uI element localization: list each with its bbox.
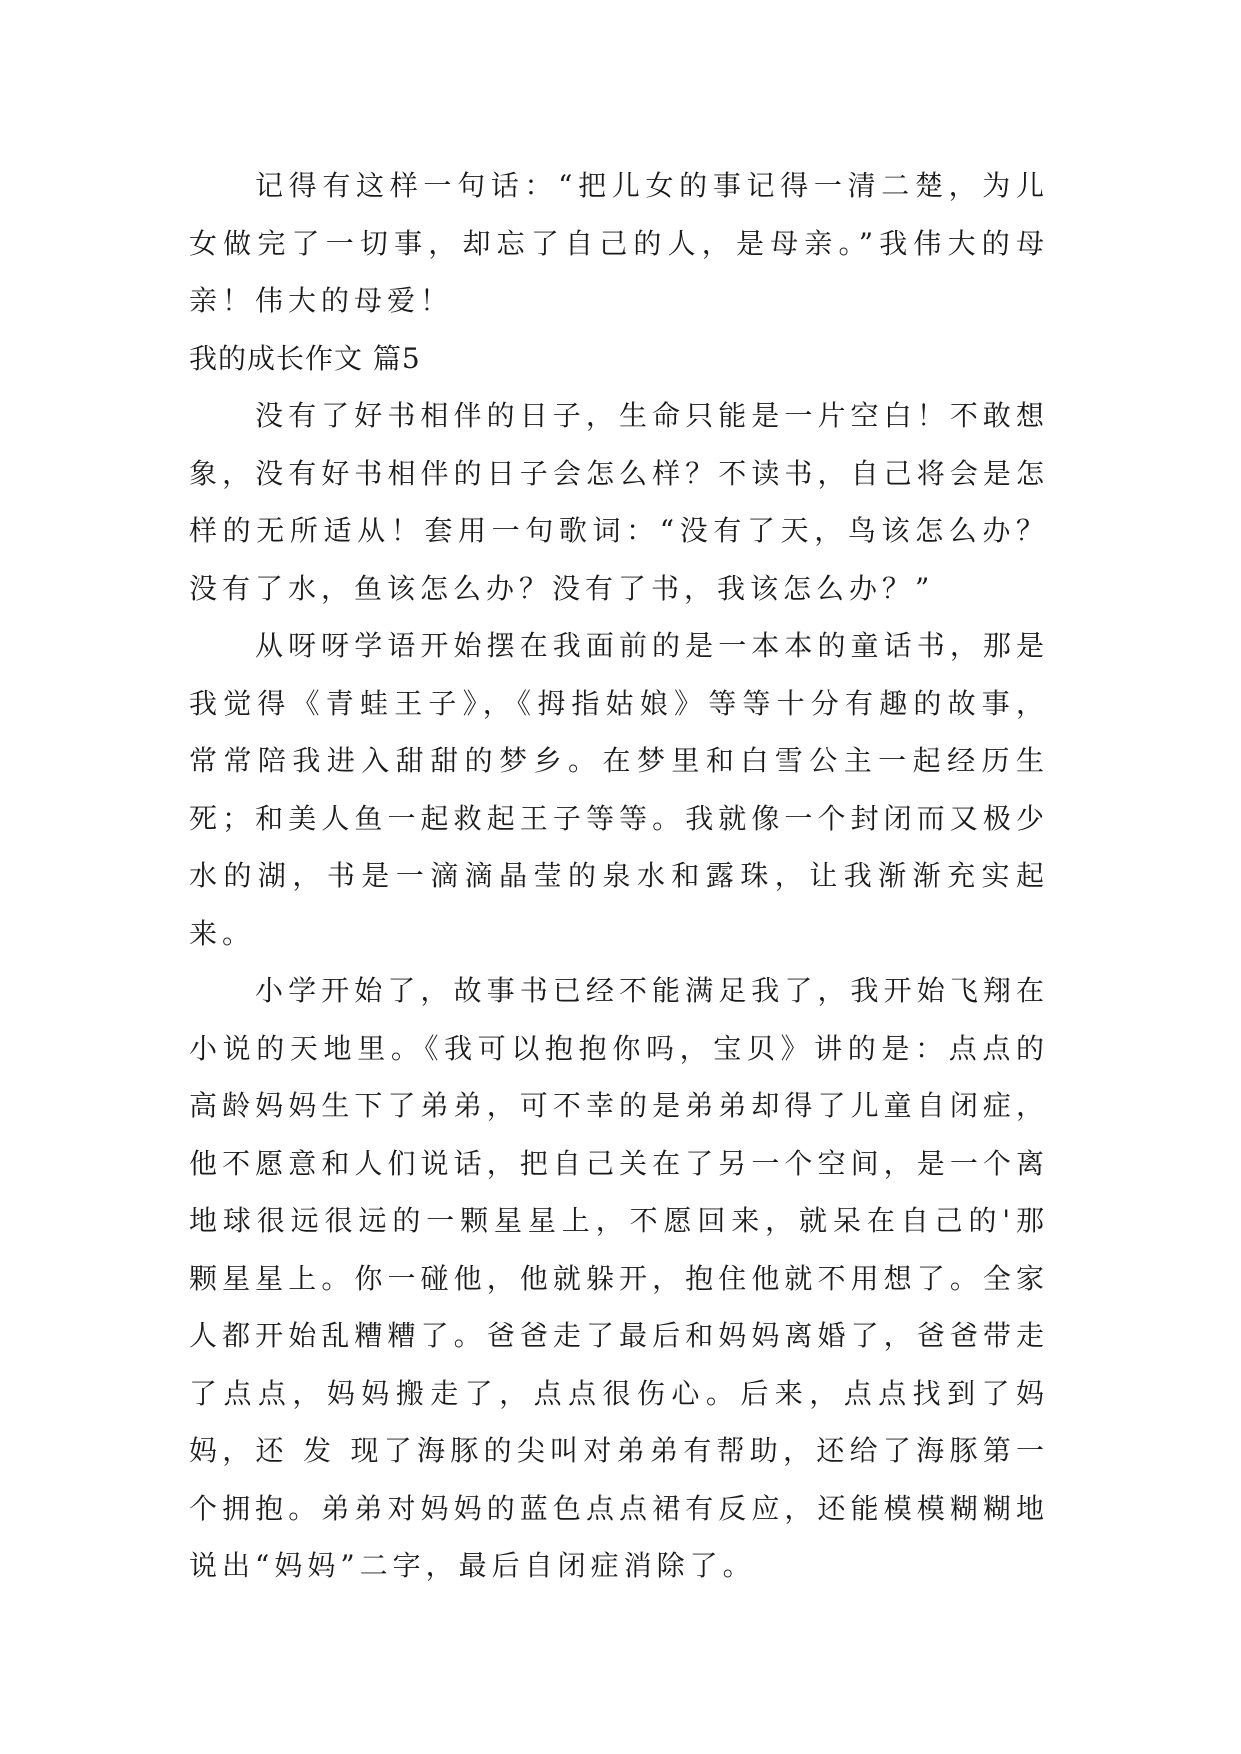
paragraph-novels: 小学开始了，故事书已经不能满足我了，我开始飞翔在小说的天地里。《我可以抱抱你吗，宝贝》讲的是：点点的高龄妈妈生下了弟弟，可不幸的是弟弟却得了儿童自闭症，他不愿意和人们说话，把自己关在了另一个空间，是一个离地球很远很远的一颗星星上，不愿回来，就呆在自己的'那颗星星上。你一碰他，他就躲开，抱住他就不用想了。全家人都开始乱糟糟了。爸爸走了最后和妈妈离婚了，爸爸带走了点点，妈妈搬走了，点点很伤心。后来，点点找到了妈妈，还 发 现了海豚的尖叫对弟弟有帮助，还给了海豚第一个拥抱。弟弟对妈妈的蓝色点点裙有反应，还能模模糊糊地说出“妈妈”二字，最后自闭症消除了。 xyxy=(189,974,1049,1582)
section-heading: 我的成长作文 篇5 xyxy=(189,341,421,375)
document-body xyxy=(189,157,1049,1595)
paragraph-books-companion: 没有了好书相伴的日子，生命只能是一片空白！不敢想象，没有好书相伴的日子会怎么样？不读书，自己将会是怎样的无所适从！套用一句歌词：“没有了天，鸟该怎么办？没有了水，鱼该怎么办？没有了书，我该怎么办？” xyxy=(189,399,1049,605)
paragraph-mothers-love: 记得有这样一句话：“把儿女的事记得一清二楚，为儿女做完了一切事，却忘了自己的人，是母亲。”我伟大的母亲！伟大的母爱！ xyxy=(189,169,1049,317)
paragraph-fairy-tales: 从呀呀学语开始摆在我面前的是一本本的童话书，那是我觉得《青蛙王子》，《拇指姑娘》等等十分有趣的故事，常常陪我进入甜甜的梦乡。在梦里和白雪公主一起经历生死；和美人鱼一起救起王子等等。我就像一个封闭而又极少水的湖，书是一滴滴晶莹的泉水和露珠，让我渐渐充实起来。 xyxy=(189,629,1049,950)
